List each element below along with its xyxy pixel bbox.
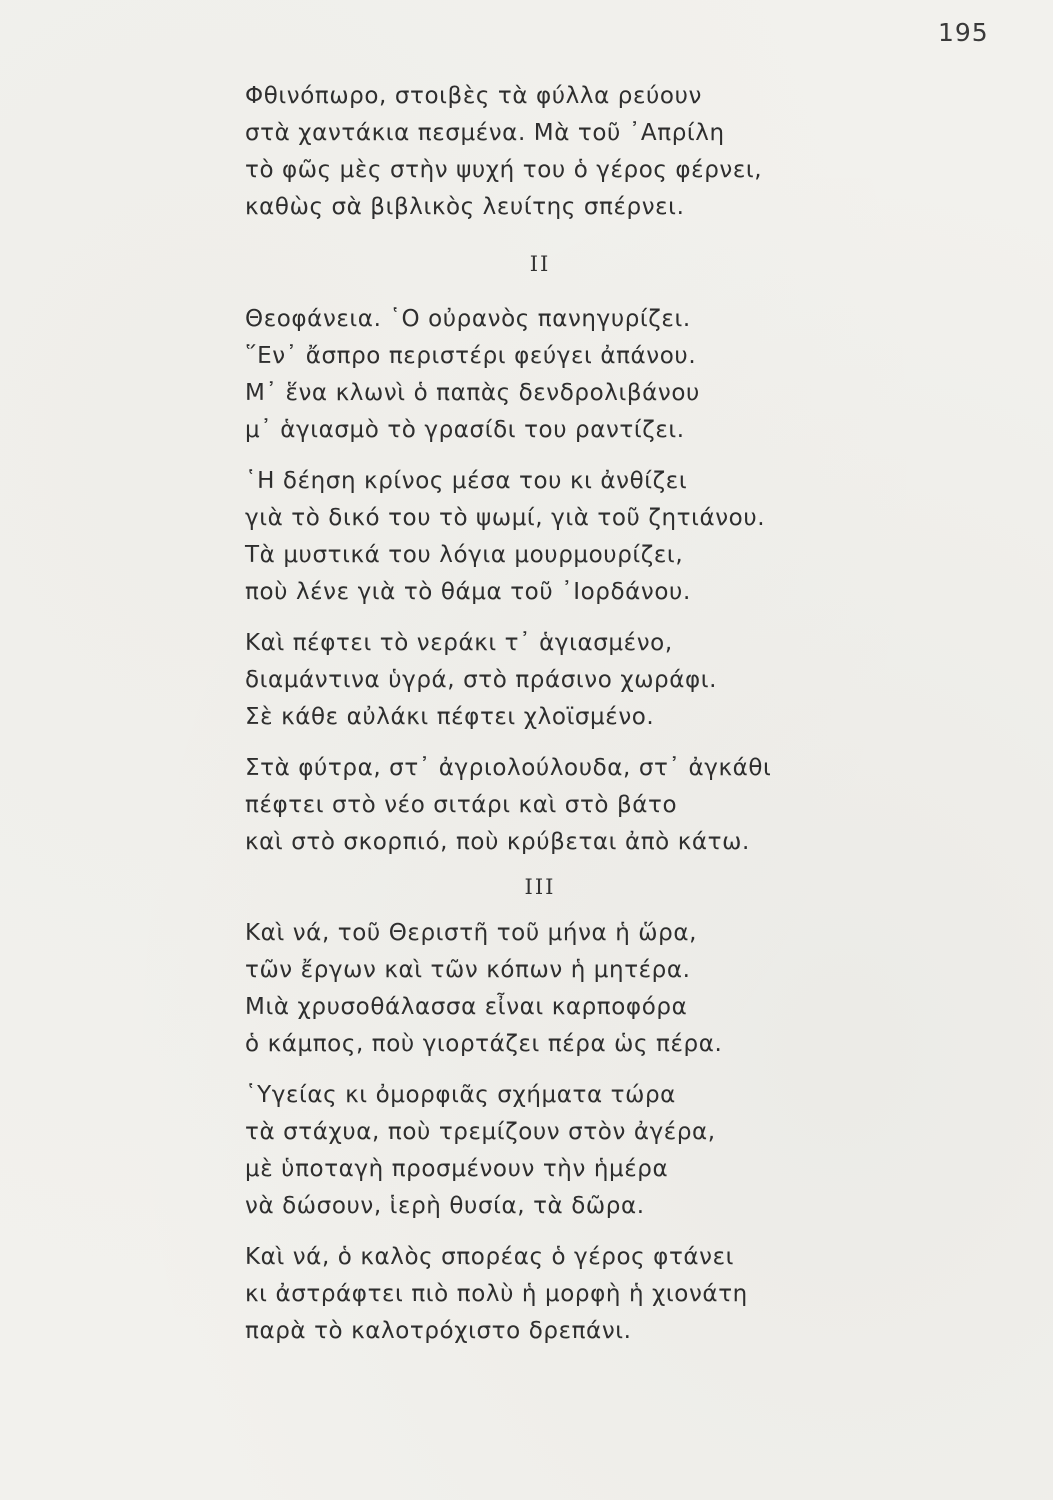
verse-line: τὰ στάχυα, ποὺ τρεμίζουν στὸν ἀγέρα, xyxy=(245,1119,716,1145)
stanza xyxy=(245,463,885,611)
verse-line: Καὶ νά, τοῦ Θεριστῆ τοῦ μήνα ἡ ὥρα, xyxy=(245,920,698,946)
verse-line: Μιὰ χρυσοθάλασσα εἶναι καρποφόρα xyxy=(245,994,688,1020)
section-heading: III xyxy=(524,875,556,899)
verse-line: διαμάντινα ὑγρά, στὸ πράσινο χωράφι. xyxy=(245,667,718,693)
verse-line: ῞Εν᾿ ἄσπρο περιστέρι φεύγει ἀπάνου. xyxy=(245,343,697,369)
verse-line: παρὰ τὸ καλοτρόχιστο δρεπάνι. xyxy=(245,1318,632,1344)
verse-line: γιὰ τὸ δικό του τὸ ψωμί, γιὰ τοῦ ζητιάνου. xyxy=(245,505,766,531)
verse-line: ὁ κάμπος, ποὺ γιορτάζει πέρα ὡς πέρα. xyxy=(245,1031,723,1057)
verse-line: Καὶ νά, ὁ καλὸς σπορέας ὁ γέρος φτάνει xyxy=(245,1244,735,1270)
verse-line: ποὺ λένε γιὰ τὸ θάμα τοῦ ᾿Ιορδάνου. xyxy=(245,579,691,605)
verse-line: μὲ ὑποταγὴ προσμένουν τὴν ἡμέρα xyxy=(245,1156,669,1182)
stanza xyxy=(245,301,885,449)
verse-line: πέφτει στὸ νέο σιτάρι καὶ στὸ βάτο xyxy=(245,792,678,818)
verse-line: καὶ στὸ σκορπιό, ποὺ κρύβεται ἀπὸ κάτω. xyxy=(245,829,750,855)
stanza xyxy=(245,625,885,736)
stanza xyxy=(245,78,885,226)
verse-line: μ᾿ ἁγιασμὸ τὸ γρασίδι του ραντίζει. xyxy=(245,417,685,443)
page-number: 195 xyxy=(938,18,989,47)
verse-line: Μ᾿ ἕνα κλωνὶ ὁ παπὰς δενδρολιβάνου xyxy=(245,380,700,406)
verse-line: στὰ χαντάκια πεσμένα. Μὰ τοῦ ᾿Απρίλη xyxy=(245,120,725,146)
verse-line: τὸ φῶς μὲς στὴν ψυχή του ὁ γέρος φέρνει, xyxy=(245,157,763,183)
section-heading: II xyxy=(529,252,551,276)
verse-line: ῾Υγείας κι ὀμορφιᾶς σχήματα τώρα xyxy=(245,1082,676,1108)
stanza xyxy=(245,1239,885,1350)
stanza xyxy=(245,915,885,1063)
verse-line: Στὰ φύτρα, στ᾿ ἀγριολούλουδα, στ᾿ ἀγκάθι xyxy=(245,755,772,781)
poem-text xyxy=(245,78,885,1364)
stanza xyxy=(245,1077,885,1225)
verse-line: Σὲ κάθε αὐλάκι πέφτει χλοϊσμένο. xyxy=(245,704,655,730)
verse-line: κι ἀστράφτει πιὸ πολὺ ἡ μορφὴ ἡ χιονάτη xyxy=(245,1281,748,1307)
verse-line: νὰ δώσουν, ἱερὴ θυσία, τὰ δῶρα. xyxy=(245,1193,645,1219)
verse-line: Θεοφάνεια. ῾Ο οὐρανὸς πανηγυρίζει. xyxy=(245,306,691,332)
verse-line: Φθινόπωρο, στοιβὲς τὰ φύλλα ρεύουν xyxy=(245,83,702,109)
verse-line: ῾Η δέηση κρίνος μέσα του κι ἀνθίζει xyxy=(245,468,688,494)
stanza xyxy=(245,750,885,861)
verse-line: Καὶ πέφτει τὸ νεράκι τ᾿ ἁγιασμένο, xyxy=(245,630,673,656)
verse-line: Τὰ μυστικά του λόγια μουρμουρίζει, xyxy=(245,542,684,568)
verse-line: καθὼς σὰ βιβλικὸς λευίτης σπέρνει. xyxy=(245,194,685,220)
verse-line: τῶν ἔργων καὶ τῶν κόπων ἡ μητέρα. xyxy=(245,957,691,983)
